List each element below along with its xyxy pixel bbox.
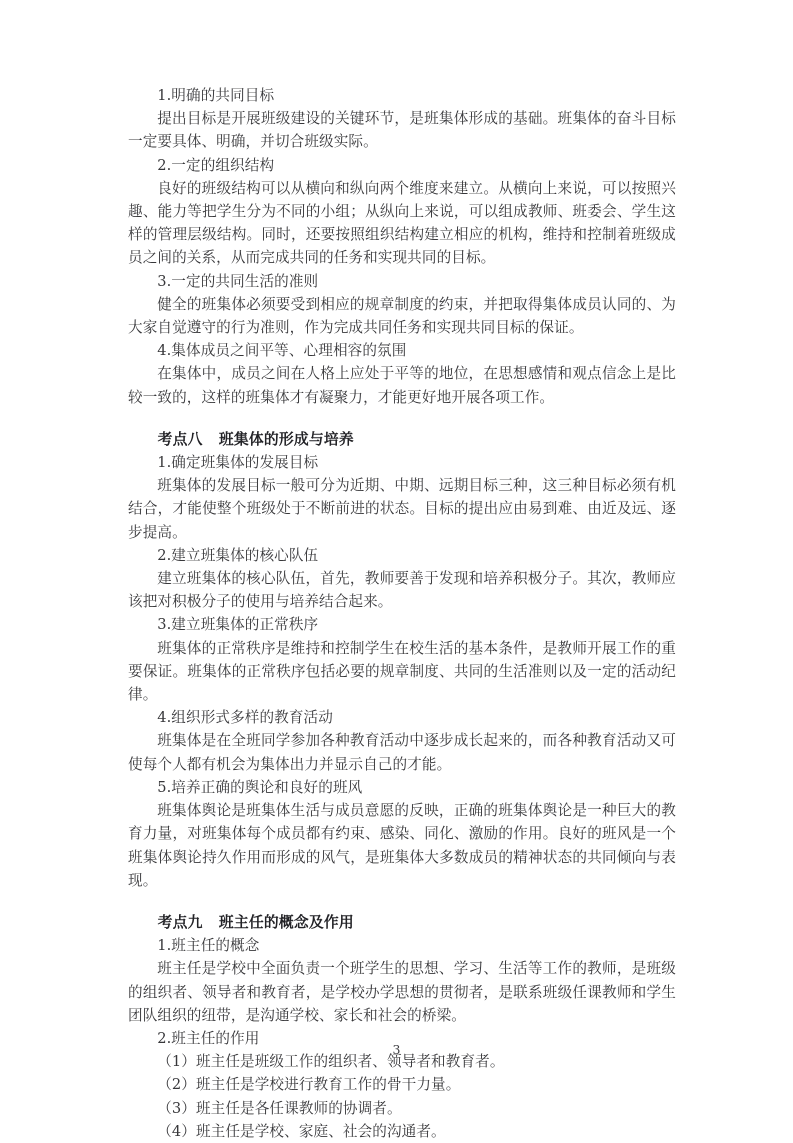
subsection-heading: 3.建立班集体的正常秩序 bbox=[157, 616, 319, 634]
numbered-list-item: （3）班主任是各任课教师的协调者。 bbox=[157, 1099, 402, 1117]
body-paragraph: 班集体舆论是班集体生活与成员意愿的反映，正确的班集体舆论是一种巨大的教育力量，对班集体每个成员都有约束、感染、同化、激励的作用。良好的班风是一个班集体舆论持久作用而形成的风气，是班集体大多数成员的精神状态的共同倾向与表现。 bbox=[128, 802, 676, 889]
section-heading-title: 班集体的形成与培养 bbox=[218, 430, 354, 448]
section-spacer bbox=[128, 409, 676, 428]
body-paragraph: 建立班集体的核心队伍，首先，教师要善于发现和培养积极分子。其次，教师应该把对积极分子的使用与培养结合起来。 bbox=[128, 570, 676, 611]
subsection-heading: 2.班主任的作用 bbox=[157, 1029, 260, 1047]
numbered-list-item: （2）班主任是学校进行教育工作的骨干力量。 bbox=[157, 1076, 461, 1094]
subsection-heading: 5.培养正确的舆论和良好的班风 bbox=[157, 778, 363, 796]
body-paragraph: 班集体是在全班同学参加各种教育活动中逐步成长起来的，而各种教育活动又可使每个人都有机会为集体出力并显示自己的才能。 bbox=[128, 732, 676, 773]
subsection-heading: 1.确定班集体的发展目标 bbox=[157, 454, 319, 472]
section-heading-label: 考点九 bbox=[157, 913, 203, 931]
subsection-heading: 3.一定的共同生活的准则 bbox=[157, 272, 319, 290]
section-heading bbox=[128, 428, 676, 451]
section-heading-label: 考点八 bbox=[157, 430, 203, 448]
body-paragraph: 良好的班级结构可以从横向和纵向两个维度来建立。从横向上来说，可以按照兴趣、能力等把学生分为不同的小组；从纵向上来说，可以组成教师、班委会、学生这样的管理层级结构。同时，还要按照组织结构建立相应的机构，维持和控制着班级成员之间的关系，从而完成共同的任务和实现共同的目标。 bbox=[128, 179, 676, 267]
body-paragraph: 班集体的发展目标一般可分为近期、中期、远期目标三种，这三种目标必须有机结合，才能使整个班级处于不断前进的状态。目标的提出应由易到难、由近及远、逐步提高。 bbox=[128, 477, 676, 541]
subsection-heading: 1.明确的共同目标 bbox=[157, 87, 275, 104]
section-spacer bbox=[128, 892, 676, 911]
body-paragraph: 在集体中，成员之间在人格上应处于平等的地位，在思想感情和观点信念上是比较一致的，这样的班集体才有凝聚力，才能更好地开展各项工作。 bbox=[128, 365, 676, 406]
subsection-heading: 2.建立班集体的核心队伍 bbox=[157, 546, 319, 564]
body-paragraph: 班主任是学校中全面负责一个班学生的思想、学习、生活等工作的教师，是班级的组织者、领导者和教育者，是学校办学思想的贯彻者，是联系班级任课教师和学生团队组织的纽带，是沟通学校、家长和社会的桥梁。 bbox=[128, 960, 676, 1024]
subsection-heading: 4.组织形式多样的教育活动 bbox=[157, 709, 333, 727]
body-paragraph: 提出目标是开展班级建设的关键环节，是班集体形成的基础。班集体的奋斗目标一定要具体、明确，并切合班级实际。 bbox=[128, 110, 676, 151]
numbered-list-item: （1）班主任是班级工作的组织者、领导者和教育者。 bbox=[157, 1053, 505, 1071]
subsection-heading: 1.班主任的概念 bbox=[157, 937, 260, 955]
page-body bbox=[128, 84, 676, 1143]
body-paragraph: 健全的班集体必须要受到相应的规章制度的约束，并把取得集体成员认同的、为大家自觉遵守的行为准则，作为完成共同任务和实现共同目标的保证。 bbox=[128, 295, 676, 337]
subsection-heading: 2.一定的组织结构 bbox=[157, 156, 275, 174]
page-number: 3 bbox=[392, 1042, 401, 1057]
section-heading bbox=[128, 911, 676, 934]
numbered-list-item: （4）班主任是学校、家庭、社会的沟通者。 bbox=[157, 1122, 446, 1140]
body-paragraph: 班集体的正常秩序是维持和控制学生在校生活的基本条件，是教师开展工作的重要保证。班集体的正常秩序包括必要的规章制度、共同的生活准则以及一定的活动纪律。 bbox=[128, 639, 676, 704]
section-heading-title: 班主任的概念及作用 bbox=[218, 913, 354, 931]
subsection-heading: 4.集体成员之间平等、心理相容的氛围 bbox=[157, 342, 407, 360]
